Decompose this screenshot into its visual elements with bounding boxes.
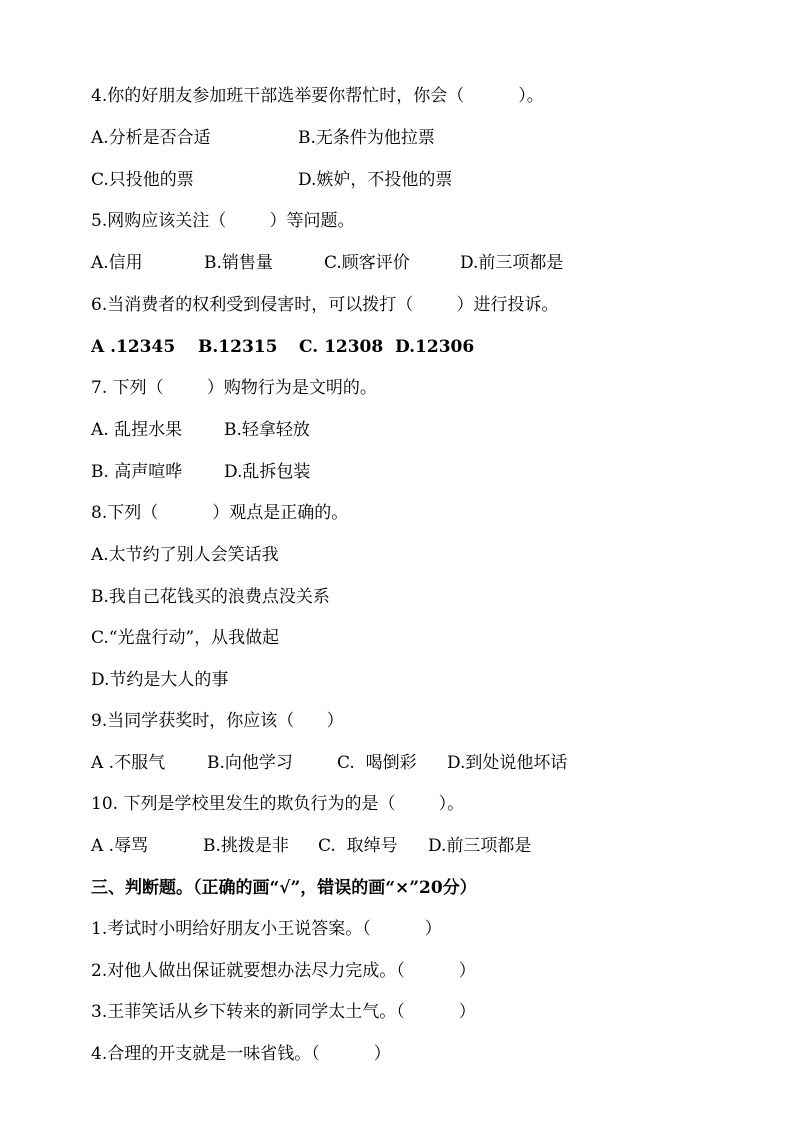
q9-option-d: D.到处说他坏话 — [447, 753, 568, 773]
q5-option-b: B.销售量 — [204, 253, 273, 273]
q10-option-d: D.前三项都是 — [428, 836, 532, 856]
q9-option-c: C. 喝倒彩 — [337, 753, 417, 773]
q10-option-b: B.挑拨是非 — [203, 836, 289, 856]
judge-item-1: 1.考试时小明给好朋友小王说答案。（ ） — [91, 919, 442, 939]
q7-option-a: A. 乱捏水果 — [91, 420, 183, 440]
judge-item-3: 3.王菲笑话从乡下转来的新同学太土气。（ ） — [91, 1002, 476, 1022]
q8-option-b: B.我自己花钱买的浪费点没关系 — [91, 587, 330, 607]
q8-option-a: A.太节约了别人会笑话我 — [91, 545, 279, 565]
q7-option-b: B.轻拿轻放 — [224, 420, 310, 440]
q4-option-d: D.嫉妒，不投他的票 — [298, 170, 453, 190]
q6-options — [91, 337, 474, 357]
q10-option-a: A .辱骂 — [91, 836, 149, 856]
judge-item-4: 4.合理的开支就是一味省钱。（ ） — [91, 1044, 391, 1064]
q10-stem: 10. 下列是学校里发生的欺负行为的是（ ）。 — [91, 794, 465, 814]
q6-stem: 6.当消费者的权利受到侵害时，可以拨打（ ）进行投诉。 — [91, 295, 559, 315]
judge-item-2: 2.对他人做出保证就要想办法尽力完成。（ ） — [91, 961, 476, 981]
q4-options-row-2 — [91, 170, 452, 190]
q8-stem: 8.下列（ ）观点是正确的。 — [91, 503, 349, 523]
q7-option-d: D.乱拆包装 — [224, 462, 311, 482]
q5-options — [91, 253, 563, 273]
q5-option-a: A.信用 — [91, 253, 143, 273]
section-3-heading: 三、判断题。（正确的画“√”，错误的画“×”20分） — [91, 878, 477, 898]
q9-stem: 9.当同学获奖时，你应该（ ） — [91, 711, 344, 731]
q7-stem: 7. 下列（ ）购物行为是文明的。 — [91, 378, 377, 398]
q4-stem: 4.你的好朋友参加班干部选举要你帮忙时，你会（ ）。 — [91, 86, 544, 106]
q6-option-a: A .12345 — [91, 337, 176, 357]
q6-option-b: B.12315 — [198, 337, 278, 357]
q9-option-b: B.向他学习 — [207, 753, 293, 773]
q10-options — [91, 836, 531, 856]
q4-option-c: C.只投他的票 — [91, 170, 194, 190]
q7-options-row-2 — [91, 462, 310, 482]
q8-option-d: D.节约是大人的事 — [91, 670, 229, 690]
q5-option-d: D.前三项都是 — [460, 253, 564, 273]
q5-option-c: C.顾客评价 — [324, 253, 410, 273]
q7-options-row-1 — [91, 420, 310, 440]
q6-option-d: D.12306 — [395, 337, 475, 357]
q5-stem: 5.网购应该关注（ ）等问题。 — [91, 211, 355, 231]
q10-option-c: C. 取绰号 — [318, 836, 398, 856]
q6-option-c: C. 12308 — [299, 337, 384, 357]
q4-options-row-1 — [91, 128, 435, 148]
q8-option-c: C.“光盘行动”，从我做起 — [91, 628, 280, 648]
q4-option-a: A.分析是否合适 — [91, 128, 211, 148]
q9-option-a: A .不服气 — [91, 753, 166, 773]
q9-options — [91, 753, 567, 773]
q4-option-b: B.无条件为他拉票 — [298, 128, 435, 148]
q7-option-c: B. 高声喧哗 — [91, 462, 183, 482]
